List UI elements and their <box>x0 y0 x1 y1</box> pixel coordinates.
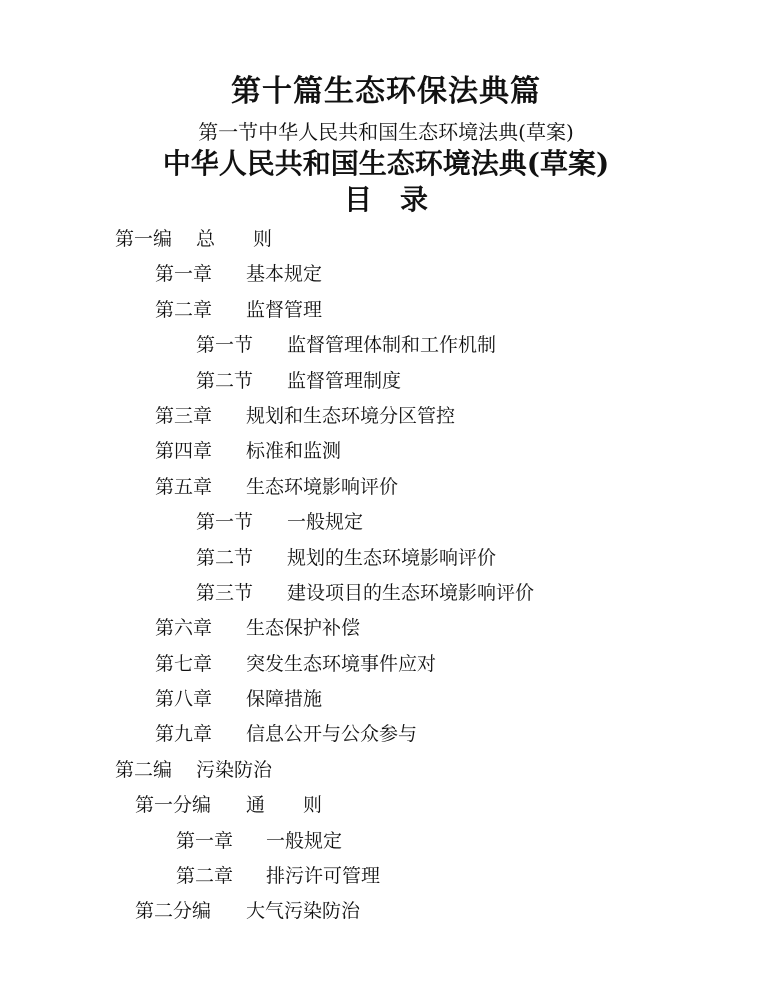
toc-item-number: 第二节 <box>196 369 254 392</box>
toc-item <box>0 788 772 823</box>
toc-item <box>0 257 772 292</box>
toc-item <box>0 753 772 788</box>
toc-item <box>0 576 772 611</box>
toc-item-number: 第一节 <box>196 334 254 357</box>
toc-item-number: 第二分编 <box>135 900 212 923</box>
toc-item <box>0 434 772 469</box>
toc-item-number: 第二章 <box>176 865 234 888</box>
toc-item-title: 污染防治 <box>196 758 273 781</box>
toc-item-number: 第一章 <box>176 829 234 852</box>
toc-item-number: 第一节 <box>196 511 254 534</box>
toc-item-number: 第一分编 <box>135 794 212 817</box>
toc-item-title: 监督管理 <box>246 298 323 321</box>
toc-item-number: 第三节 <box>196 581 254 604</box>
toc-item-title: 生态环境影响评价 <box>246 475 399 498</box>
toc-item-number: 第二编 <box>115 758 173 781</box>
toc-item-number: 第五章 <box>155 475 213 498</box>
section-title: 第一节中华人民共和国生态环境法典(草案) <box>198 120 574 144</box>
toc-item <box>0 505 772 540</box>
toc-item <box>0 682 772 717</box>
toc-item <box>0 647 772 682</box>
toc-item <box>0 894 772 929</box>
toc-item-title: 建设项目的生态环境影响评价 <box>287 581 535 604</box>
toc-item-number: 第一编 <box>115 228 173 250</box>
toc-item-title: 监督管理制度 <box>287 369 402 392</box>
toc-item-number: 第八章 <box>155 688 213 711</box>
toc-item-title: 大气污染防治 <box>246 900 361 923</box>
toc-item-title: 监督管理体制和工作机制 <box>287 334 497 357</box>
toc-item-title: 突发生态环境事件应对 <box>246 652 437 675</box>
toc-item-title: 标准和监测 <box>246 440 342 463</box>
toc-item-title: 一般规定 <box>266 829 343 852</box>
toc-item-number: 第二章 <box>155 298 213 321</box>
toc-item <box>0 328 772 363</box>
toc-item <box>0 470 772 505</box>
toc-item-title: 总 则 <box>196 228 273 250</box>
toc-item-number: 第三章 <box>155 404 213 427</box>
toc-item-number: 第一章 <box>155 263 213 286</box>
toc-item-title: 基本规定 <box>246 263 323 286</box>
toc-item <box>0 541 772 576</box>
toc-item-number: 第九章 <box>155 723 213 746</box>
toc-item-number: 第六章 <box>155 617 213 640</box>
toc-item-number: 第四章 <box>155 440 213 463</box>
table-of-contents-title: 目 录 <box>343 183 428 216</box>
toc-item <box>0 399 772 434</box>
toc-item-title: 规划和生态环境分区管控 <box>246 404 456 427</box>
table-of-contents <box>0 222 772 930</box>
toc-item-title: 一般规定 <box>287 511 364 534</box>
toc-item-number: 第七章 <box>155 652 213 675</box>
toc-item-title: 排污许可管理 <box>266 865 381 888</box>
toc-item <box>0 824 772 859</box>
toc-item <box>0 222 772 257</box>
law-title: 中华人民共和国生态环境法典(草案) <box>162 147 610 180</box>
toc-item-title: 生态保护补偿 <box>246 617 361 640</box>
toc-item <box>0 717 772 752</box>
toc-item-title: 信息公开与公众参与 <box>246 723 418 746</box>
toc-item-title: 保障措施 <box>246 688 323 711</box>
toc-item-title: 通 则 <box>246 794 323 817</box>
toc-item-title: 规划的生态环境影响评价 <box>287 546 497 569</box>
toc-item <box>0 611 772 646</box>
chapter-title: 第十篇生态环保法典篇 <box>231 74 541 109</box>
toc-item <box>0 859 772 894</box>
toc-item <box>0 364 772 399</box>
toc-item <box>0 293 772 328</box>
toc-item-number: 第二节 <box>196 546 254 569</box>
